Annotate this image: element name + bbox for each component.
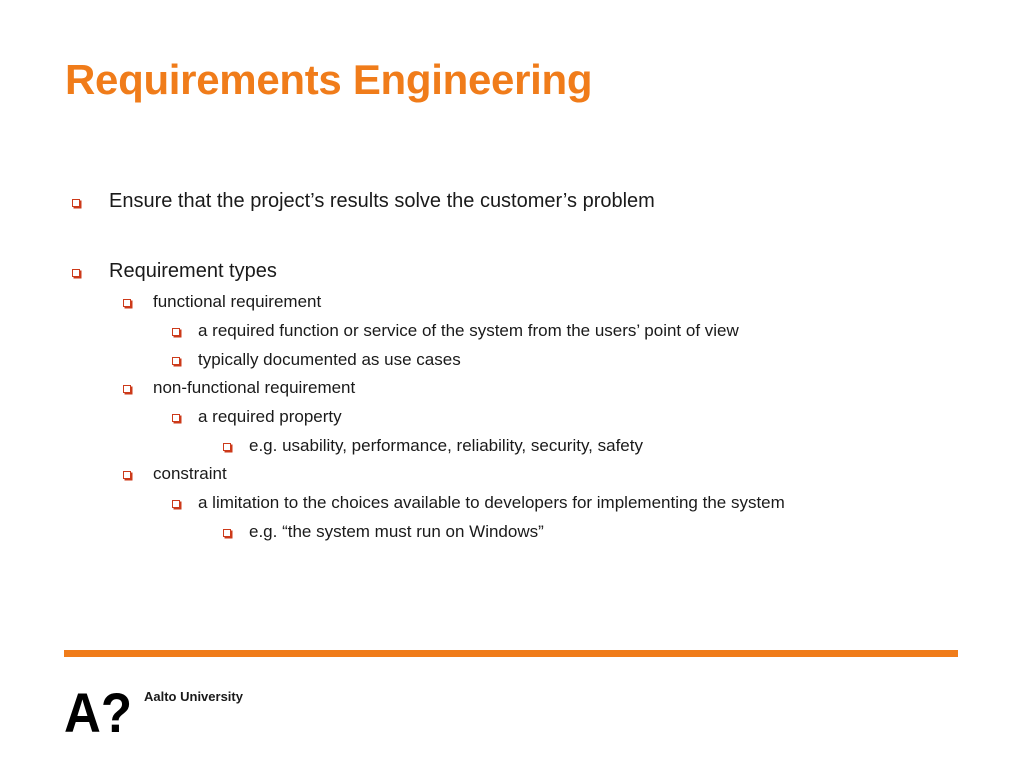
bullet-text: a required function or service of the system from the users’ point of view	[198, 321, 739, 340]
bullet-text: e.g. usability, performance, reliability, security, safety	[249, 436, 643, 455]
bullet-item	[153, 378, 355, 398]
bullet-item	[153, 464, 227, 484]
square-bullet-icon	[123, 471, 131, 479]
bullet-text: typically documented as use cases	[198, 350, 461, 369]
square-bullet-icon	[172, 328, 180, 336]
bullet-item	[109, 190, 655, 213]
bullet-item	[198, 350, 461, 370]
square-bullet-icon	[72, 199, 80, 207]
square-bullet-icon	[223, 443, 231, 451]
bullet-text: non-functional requirement	[153, 378, 356, 397]
square-bullet-icon	[172, 500, 180, 508]
bullet-item	[109, 260, 277, 283]
bullet-text: Requirement types	[109, 260, 277, 282]
bullet-text: e.g. “the system must run on Windows”	[249, 522, 544, 541]
slide-title: Requirements Engineering	[65, 56, 593, 103]
square-bullet-icon	[123, 299, 131, 307]
footer-divider	[64, 650, 958, 657]
bullet-text: Ensure that the project’s results solve the customer’s problem	[109, 190, 655, 212]
bullet-item	[249, 522, 544, 542]
organization-name: Aalto University	[144, 689, 243, 704]
svg-text:A?: A?	[64, 686, 132, 734]
bullet-text: a limitation to the choices available to developers for implementing the system	[198, 493, 785, 512]
bullet-item	[198, 407, 342, 427]
bullet-item	[198, 321, 739, 341]
square-bullet-icon	[123, 385, 131, 393]
bullet-item	[198, 493, 785, 513]
square-bullet-icon	[223, 529, 231, 537]
square-bullet-icon	[72, 269, 80, 277]
bullet-item	[153, 292, 321, 312]
square-bullet-icon	[172, 357, 180, 365]
bullet-text: a required property	[198, 407, 342, 426]
bullet-text: functional requirement	[153, 292, 322, 311]
bullet-item	[249, 436, 643, 456]
aalto-logo-icon	[64, 686, 134, 734]
bullet-text: constraint	[153, 464, 227, 483]
square-bullet-icon	[172, 414, 180, 422]
